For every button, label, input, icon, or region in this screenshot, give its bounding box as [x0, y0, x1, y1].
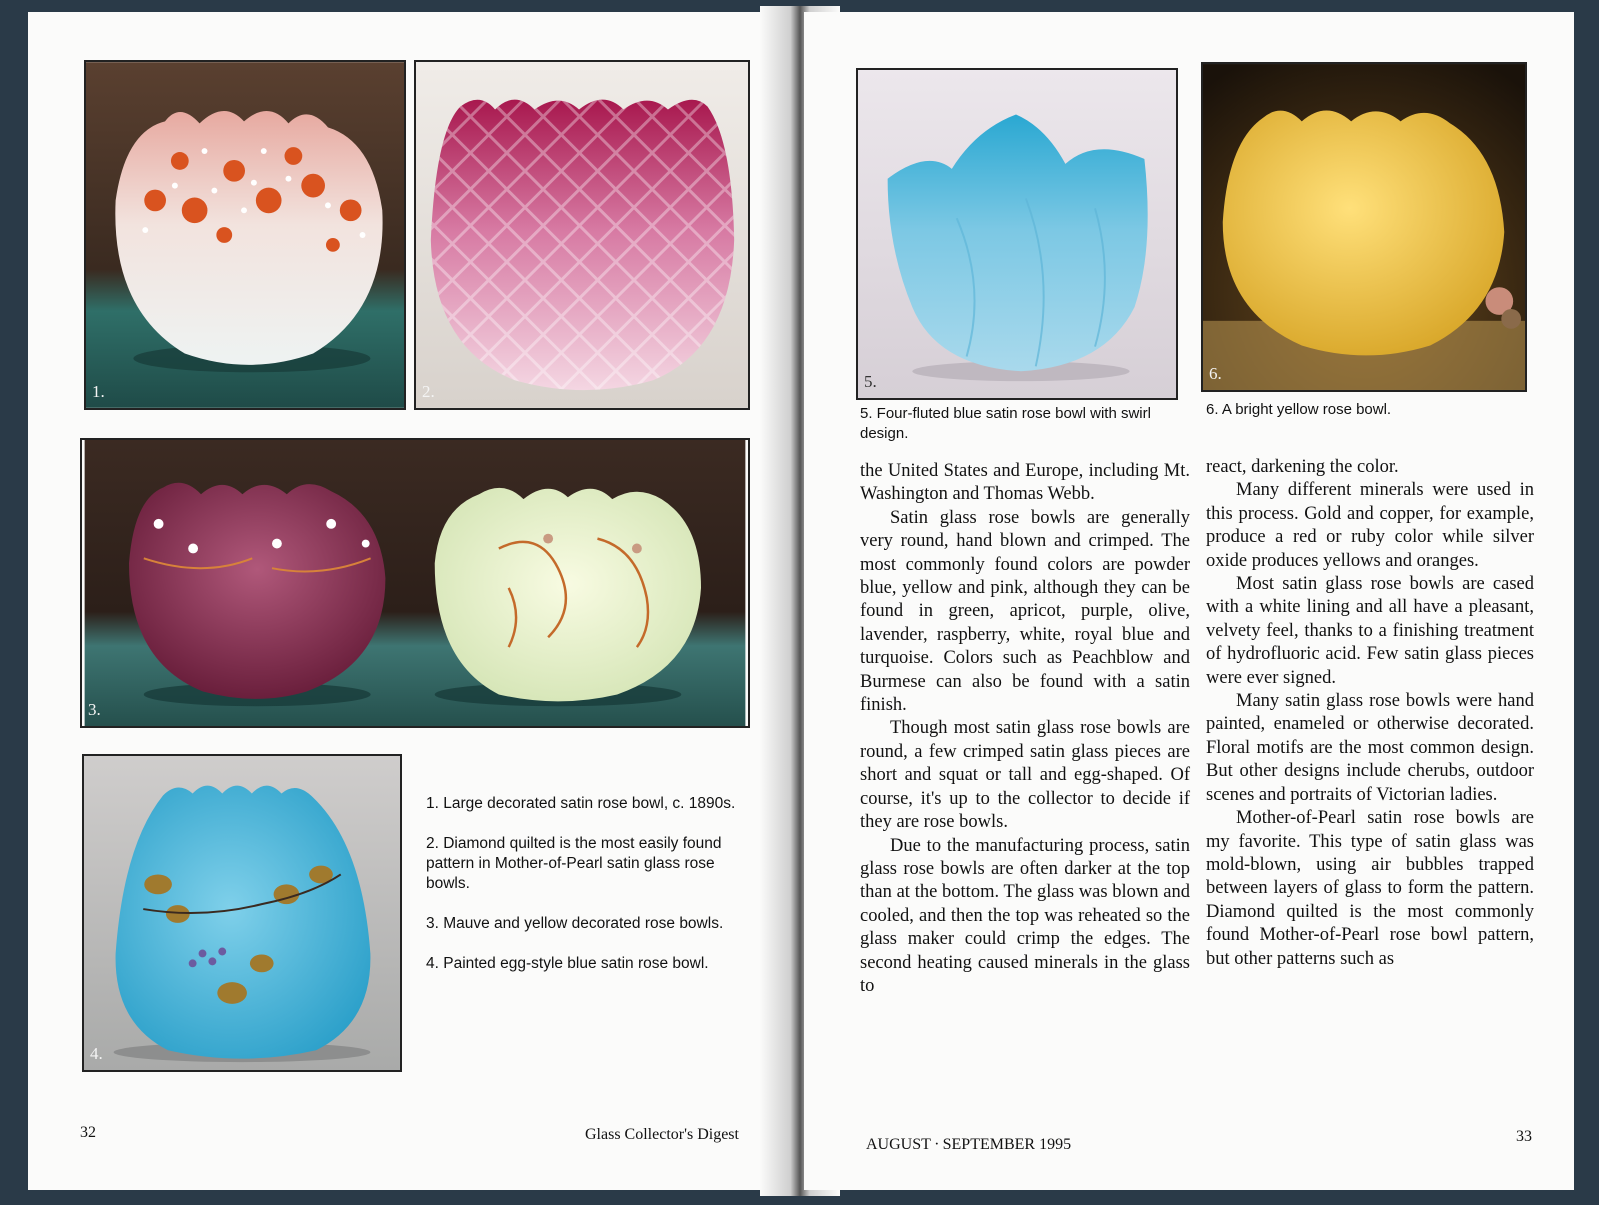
figure-number: 5. — [864, 372, 877, 391]
figure-number: 1. — [92, 382, 105, 401]
figure-4-photo — [82, 754, 402, 1072]
body-column-right — [1206, 456, 1534, 971]
mauve-and-yellow-rose-bowls-icon — [82, 440, 748, 726]
paragraph: Due to the manufacturing process, satin glass rose bowls are often darker at the top than at the bottom. The glass was blown and cooled, and then the top was reheated so the glass maker could crimp the edges. The second heating caused minerals in the glass to — [860, 835, 1190, 996]
paragraph: Most satin glass rose bowls are cased with a white lining and all have a pleasant, velvety feel, thanks to a finishing treatment of hydrofluoric acid. Few satin glass pieces were ever signed. — [1206, 574, 1534, 688]
figure-3-photo — [80, 438, 750, 728]
caption-3: 3. Mauve and yellow decorated rose bowls. — [426, 915, 724, 932]
caption-2: 2. Diamond quilted is the most easily found pattern in Mother-of-Pearl satin glass rose bowls. — [426, 835, 722, 892]
blue-egg-rose-bowl-icon — [84, 756, 400, 1070]
left-page — [28, 12, 798, 1190]
paragraph: react, darkening the color. — [1206, 457, 1399, 477]
page-number-right: 33 — [1516, 1128, 1532, 1145]
paragraph: Satin glass rose bowls are generally very round, hand blown and crimped. The most commonly found colors are powder blue, yellow and pink, although they can be found in green, apricot, purple, olive, lavender, raspberry, white, royal blue and turquoise. Colors such as Peachblow and Burmese can also be found with a satin finish. — [860, 507, 1190, 716]
blue-fluted-rose-bowl-icon — [858, 70, 1176, 398]
figure-number: 4. — [90, 1044, 103, 1063]
figure-6-photo — [1201, 62, 1527, 392]
figure-5-photo — [856, 68, 1178, 400]
caption-6: 6. A bright yellow rose bowl. — [1206, 401, 1392, 418]
figure-1-photo — [84, 60, 406, 410]
running-footer-left: Glass Collector's Digest — [585, 1126, 739, 1143]
paragraph: Many different minerals were used in this process. Gold and copper, for example, produce a red or ruby color while silver oxide produces yellows and oranges. — [1206, 480, 1534, 571]
caption-1: 1. Large decorated satin rose bowl, c. 1890s. — [426, 795, 736, 812]
diamond-quilted-pink-rose-bowl-icon — [416, 62, 748, 408]
decorated-pink-white-rose-bowl-icon — [86, 62, 404, 408]
caption-5: 5. Four-fluted blue satin rose bowl with swirl design. — [860, 405, 1151, 442]
caption-4: 4. Painted egg-style blue satin rose bowl. — [426, 955, 709, 972]
right-page — [804, 12, 1574, 1190]
running-footer-right: AUGUST · SEPTEMBER 1995 — [866, 1136, 1072, 1153]
figure-2-photo — [414, 60, 750, 410]
paragraph: Mother-of-Pearl satin rose bowls are my favorite. This type of satin glass was mold-blown, using air bubbles trapped between layers of glass to form the pattern. Diamond quilted is the most commonly found Mother-of-Pearl rose bowl pattern, but other patterns such as — [1206, 808, 1534, 969]
body-column-left — [860, 460, 1190, 998]
figure-number: 6. — [1209, 364, 1222, 383]
paragraph: the United States and Europe, including Mt. Washington and Thomas Webb. — [860, 461, 1190, 505]
figure-number: 2. — [422, 382, 435, 401]
yellow-rose-bowl-icon — [1203, 64, 1525, 390]
page-number-left: 32 — [80, 1124, 96, 1141]
captions-1-4 — [426, 794, 756, 994]
paragraph: Though most satin glass rose bowls are round, a few crimped satin glass pieces are short and squat or tall and egg-shaped. Of course, it's up to the collector to decide if they are rose bowls. — [860, 718, 1190, 833]
paragraph: Many satin glass rose bowls were hand painted, enameled or otherwise decorated. Floral motifs are the most common design. But other designs include cherubs, outdoor scenes and portraits of Victorian ladies. — [1206, 691, 1534, 805]
figure-number: 3. — [88, 700, 101, 719]
